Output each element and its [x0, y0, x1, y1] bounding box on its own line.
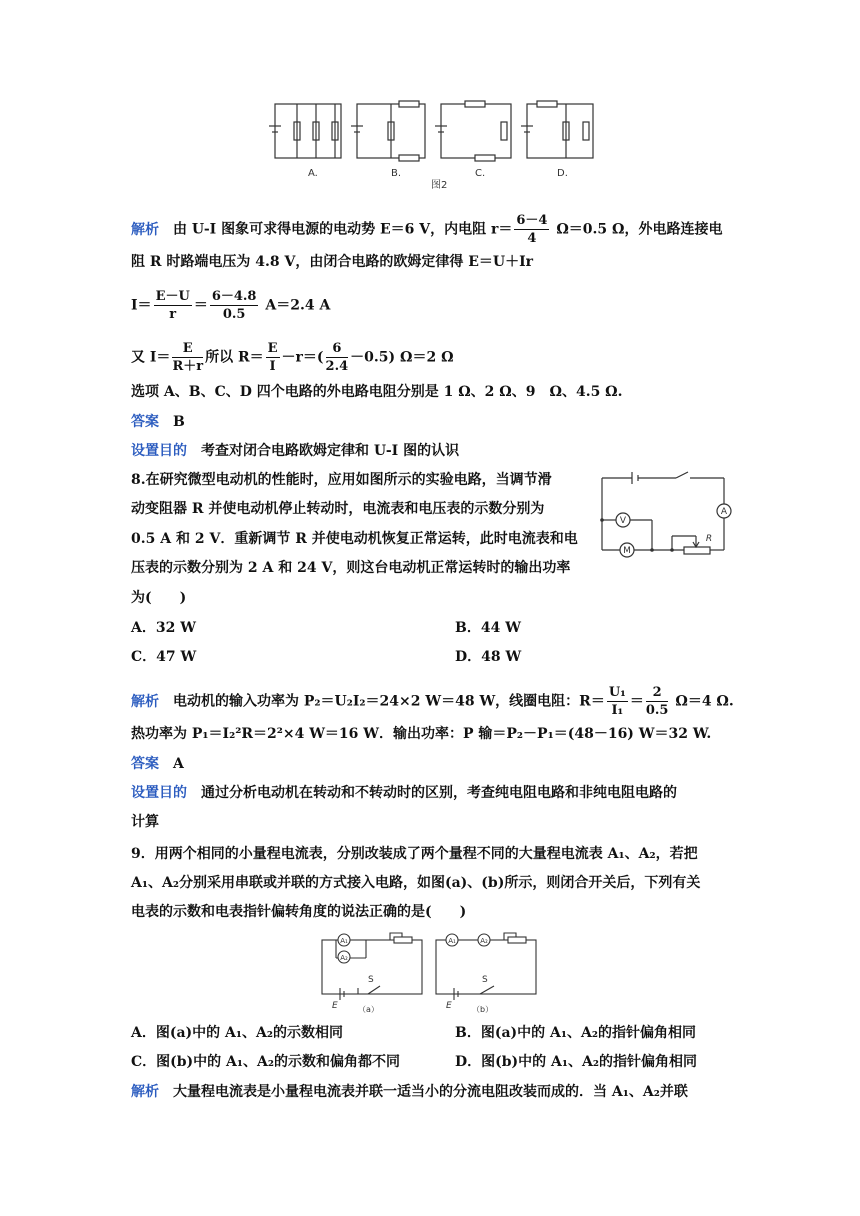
- aim-8-line2: 计算: [131, 814, 159, 830]
- q9-line2: A₁、A₂分别采用串联或并联的方式接入电路，如图(a)、(b)所示，则闭合开关后，下列有关: [131, 875, 701, 891]
- q8-line5: 为( ): [131, 590, 187, 606]
- q9-line1: 9．用两个相同的小量程电流表，分别改装成了两个量程不同的大量程电流表 A₁、A₂，若把: [131, 846, 698, 862]
- figure-2-circuits: [265, 96, 605, 196]
- sol8-line2: 热功率为 P₁＝I₂²R＝2²×4 W＝16 W．输出功率：P 输＝P₂－P₁＝(48－16) W＝32 W.: [131, 726, 712, 742]
- fig-b-switch-label: S: [482, 975, 488, 985]
- sol9-line1: 解析 大量程电流表是小量程电流表并联一适当小的分流电阻改装而成的．当 A₁、A₂并联: [131, 1084, 688, 1100]
- q8-line1: 8.在研究微型电动机的性能时，应用如图所示的实验电路，当调节滑: [131, 472, 552, 488]
- fig2-caption: 图2: [431, 180, 448, 191]
- q8-option-c[interactable]: C．47 W: [131, 649, 197, 665]
- aim-7: 设置目的 考查对闭合电路欧姆定律和 U-I 图的认识: [131, 443, 460, 459]
- fig-a-ammeter1-label: A₁: [340, 937, 348, 945]
- q9-option-b[interactable]: B．图(a)中的 A₁、A₂的指针偏角相同: [455, 1025, 697, 1041]
- voltmeter-label: V: [619, 516, 627, 526]
- fig2-label-a: A.: [308, 168, 318, 179]
- fig-a-ammeter2-label: A₂: [340, 954, 348, 962]
- q8-line2: 动变阻器 R 并使电动机停止转动时，电流表和电压表的示数分别为: [131, 501, 545, 517]
- q8-option-d[interactable]: D．48 W: [455, 649, 522, 665]
- ammeter-label: A: [720, 507, 728, 517]
- fig-b-caption: （b）: [472, 1005, 494, 1014]
- q9-option-a[interactable]: A．图(a)中的 A₁、A₂的示数相同: [131, 1025, 344, 1041]
- sol8-line1: 解析 电动机的输入功率为 P₂＝U₂I₂＝24×2 W＝48 W，线圈电阻：R＝ $\frac{\text{U₁}}{\text{I₁}}$ ＝ $\frac{2}{0.5}$ Ω＝4 Ω.: [131, 685, 734, 718]
- sol7-line4: 又 I＝ $\frac{E}{R+r}$ 所以 R＝ $\frac{E}{I}$ －r＝( $\frac{6}{2.4}$ －0.5) Ω＝2 Ω: [131, 341, 454, 374]
- q8-circuit-diagram: [596, 470, 736, 562]
- fig-a-switch-label: S: [368, 975, 374, 985]
- q9-option-d[interactable]: D．图(b)中的 A₁、A₂的指针偏角相同: [455, 1054, 698, 1070]
- fig-a-emf-label: E: [332, 1001, 338, 1011]
- q9-option-c[interactable]: C．图(b)中的 A₁、A₂的示数和偏角都不同: [131, 1054, 401, 1070]
- fig2-label-c: C.: [475, 168, 486, 179]
- q9-line3: 电表的示数和电表指针偏转角度的说法正确的是( ): [131, 904, 467, 920]
- sol7-line1: 解析 由 U-I 图象可求得电源的电动势 E＝6 V，内电阻 r＝ $\frac{6-4}{4}$ Ω＝0.5 Ω，外电路连接电: [131, 213, 723, 246]
- aim-8-line1: 设置目的 通过分析电动机在转动和不转动时的区别，考查纯电阻电路和非纯电阻电路的: [131, 785, 677, 801]
- q8-option-b[interactable]: B．44 W: [455, 620, 521, 636]
- fig-b-ammeter2-label: A₂: [480, 937, 488, 945]
- answer-8: 答案 A: [131, 756, 184, 772]
- q8-option-a[interactable]: A．32 W: [131, 620, 196, 636]
- fig2-label-d: D.: [557, 168, 568, 179]
- sol7-line3: I＝ $\frac{E-U}{r}$ ＝ $\frac{6-4.8}{0.5}$ A＝2.4 A: [131, 289, 331, 322]
- fig-a-caption: （a）: [358, 1005, 379, 1014]
- fig-b-emf-label: E: [446, 1001, 452, 1011]
- motor-label: M: [623, 546, 631, 556]
- q9-circuit-diagrams: [318, 930, 542, 1016]
- rheostat-label: R: [705, 534, 713, 544]
- fig2-label-b: B.: [391, 168, 402, 179]
- sol7-line2: 阻 R 时路端电压为 4.8 V，由闭合电路的欧姆定律得 E＝U＋Ir: [131, 254, 534, 270]
- fig-b-ammeter1-label: A₁: [448, 937, 456, 945]
- q8-line4: 压表的示数分别为 2 A 和 24 V，则这台电动机正常运转时的输出功率: [131, 560, 571, 576]
- sol7-line5: 选项 A、B、C、D 四个电路的外电路电阻分别是 1 Ω、2 Ω、9 Ω、4.5 Ω.: [131, 384, 623, 400]
- q8-line3: 0.5 A 和 2 V．重新调节 R 并使电动机恢复正常运转，此时电流表和电: [131, 531, 578, 547]
- answer-7: 答案 B: [131, 414, 185, 430]
